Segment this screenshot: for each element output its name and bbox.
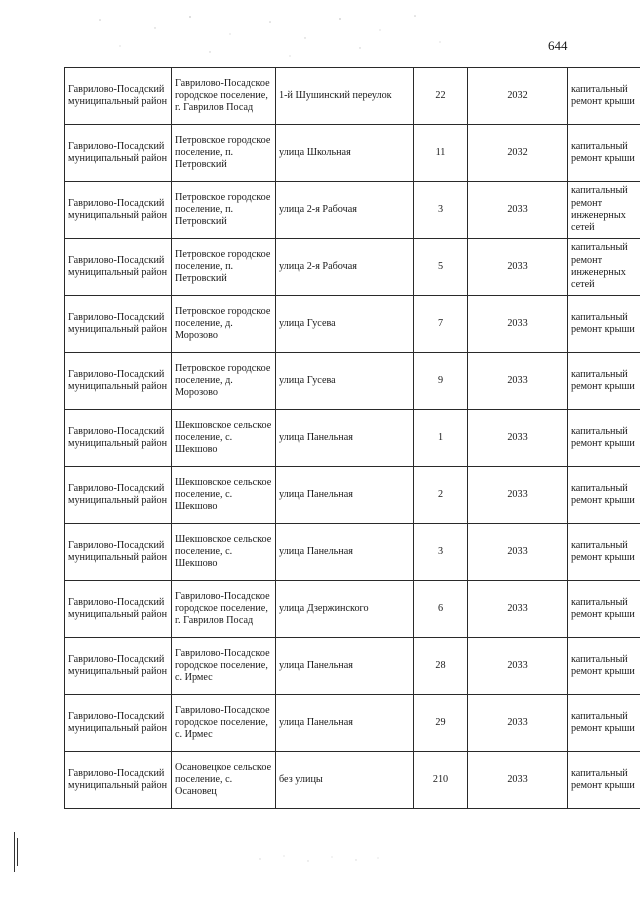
house-number-cell: 28 [414,638,468,695]
district-cell: Гаврилово-Посадский муниципальный район [65,752,172,809]
table-row [65,125,640,182]
district-cell: Гаврилово-Посадский муниципальный район [65,239,172,296]
table-row [65,239,640,296]
house-number-cell: 9 [414,353,468,410]
work-type-cell: капитальный ремонт крыши [568,638,640,695]
district-cell: Гаврилово-Посадский муниципальный район [65,125,172,182]
settlement-cell: Петровское городское поселение, п. Петровский [172,239,276,296]
district-cell: Гаврилово-Посадский муниципальный район [65,182,172,239]
table-body [65,68,640,809]
street-cell: улица Панельная [276,467,414,524]
settlement-cell: Гаврилово-Посадское городское поселение, г. Гаврилов Посад [172,68,276,125]
house-number-cell: 5 [414,239,468,296]
work-type-cell: капитальный ремонт инженерных сетей [568,182,640,239]
page-number: 644 [548,38,568,53]
settlement-cell: Шекшовское сельское поселение, с. Шекшово [172,467,276,524]
street-cell: улица Панельная [276,638,414,695]
street-cell: улица Панельная [276,695,414,752]
settlement-cell: Петровское городское поселение, п. Петровский [172,182,276,239]
table-row [65,524,640,581]
work-type-cell: капитальный ремонт крыши [568,68,640,125]
work-type-cell: капитальный ремонт крыши [568,752,640,809]
house-number-cell: 3 [414,524,468,581]
year-cell: 2033 [468,581,568,638]
scan-edge-mark [17,838,18,866]
house-number-cell: 7 [414,296,468,353]
work-type-cell: капитальный ремонт инженерных сетей [568,239,640,296]
district-cell: Гаврилово-Посадский муниципальный район [65,695,172,752]
house-number-cell: 11 [414,125,468,182]
year-cell: 2032 [468,125,568,182]
district-cell: Гаврилово-Посадский муниципальный район [65,410,172,467]
housing-repair-table [64,67,640,809]
year-cell: 2033 [468,752,568,809]
work-type-cell: капитальный ремонт крыши [568,524,640,581]
table-row [65,581,640,638]
year-cell: 2033 [468,353,568,410]
table-row [65,410,640,467]
year-cell: 2033 [468,638,568,695]
street-cell: улица Дзержинского [276,581,414,638]
year-cell: 2033 [468,410,568,467]
table-row [65,68,640,125]
work-type-cell: капитальный ремонт крыши [568,353,640,410]
house-number-cell: 29 [414,695,468,752]
settlement-cell: Петровское городское поселение, п. Петровский [172,125,276,182]
street-cell: без улицы [276,752,414,809]
settlement-cell: Петровское городское поселение, д. Морозово [172,353,276,410]
district-cell: Гаврилово-Посадский муниципальный район [65,68,172,125]
table-row [65,353,640,410]
table-row [65,182,640,239]
settlement-cell: Шекшовское сельское поселение, с. Шекшово [172,524,276,581]
table-row [65,752,640,809]
work-type-cell: капитальный ремонт крыши [568,695,640,752]
street-cell: улица 2-я Рабочая [276,239,414,296]
street-cell: улица Школьная [276,125,414,182]
district-cell: Гаврилово-Посадский муниципальный район [65,524,172,581]
table-row [65,296,640,353]
settlement-cell: Шекшовское сельское поселение, с. Шекшово [172,410,276,467]
house-number-cell: 210 [414,752,468,809]
work-type-cell: капитальный ремонт крыши [568,410,640,467]
year-cell: 2033 [468,296,568,353]
year-cell: 2033 [468,467,568,524]
settlement-cell: Петровское городское поселение, д. Морозово [172,296,276,353]
work-type-cell: капитальный ремонт крыши [568,296,640,353]
district-cell: Гаврилово-Посадский муниципальный район [65,638,172,695]
work-type-cell: капитальный ремонт крыши [568,125,640,182]
district-cell: Гаврилово-Посадский муниципальный район [65,296,172,353]
house-number-cell: 3 [414,182,468,239]
table-row [65,467,640,524]
scan-noise-bottom [250,852,390,866]
table-row [65,695,640,752]
year-cell: 2033 [468,239,568,296]
house-number-cell: 6 [414,581,468,638]
scan-edge-mark [14,832,15,872]
year-cell: 2033 [468,695,568,752]
settlement-cell: Гаврилово-Посадское городское поселение, с. Ирмес [172,695,276,752]
work-type-cell: капитальный ремонт крыши [568,467,640,524]
street-cell: улица Гусева [276,353,414,410]
street-cell: улица 2-я Рабочая [276,182,414,239]
work-type-cell: капитальный ремонт крыши [568,581,640,638]
street-cell: улица Панельная [276,410,414,467]
table-row [65,638,640,695]
street-cell: улица Гусева [276,296,414,353]
scan-noise-top [60,8,460,68]
year-cell: 2033 [468,182,568,239]
settlement-cell: Гаврилово-Посадское городское поселение, г. Гаврилов Посад [172,581,276,638]
street-cell: улица Панельная [276,524,414,581]
district-cell: Гаврилово-Посадский муниципальный район [65,353,172,410]
year-cell: 2032 [468,68,568,125]
year-cell: 2033 [468,524,568,581]
district-cell: Гаврилово-Посадский муниципальный район [65,467,172,524]
district-cell: Гаврилово-Посадский муниципальный район [65,581,172,638]
street-cell: 1-й Шушинский переулок [276,68,414,125]
house-number-cell: 22 [414,68,468,125]
house-number-cell: 1 [414,410,468,467]
settlement-cell: Гаврилово-Посадское городское поселение, с. Ирмес [172,638,276,695]
settlement-cell: Осановецкое сельское поселение, с. Осановец [172,752,276,809]
house-number-cell: 2 [414,467,468,524]
